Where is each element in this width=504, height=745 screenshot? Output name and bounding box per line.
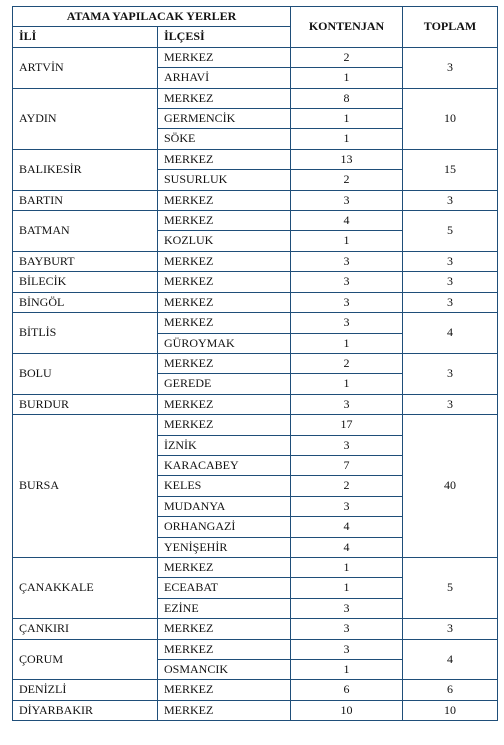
district-cell: MERKEZ	[158, 292, 291, 312]
district-cell: MERKEZ	[158, 700, 291, 720]
total-cell: 15	[403, 149, 498, 190]
total-cell: 3	[403, 272, 498, 292]
province-cell: BURSA	[13, 415, 158, 558]
table-header	[13, 7, 498, 48]
quota-cell: 2	[291, 170, 403, 190]
district-cell: MERKEZ	[158, 88, 291, 108]
quota-cell: 17	[291, 415, 403, 435]
province-cell: BİTLİS	[13, 313, 158, 354]
district-cell: ARHAVİ	[158, 68, 291, 88]
quota-cell: 3	[291, 190, 403, 210]
total-cell: 5	[403, 211, 498, 252]
quota-cell: 2	[291, 47, 403, 67]
table-row	[13, 149, 498, 169]
quota-cell: 1	[291, 660, 403, 680]
table-row	[13, 251, 498, 271]
quota-cell: 4	[291, 537, 403, 557]
district-cell: ORHANGAZİ	[158, 517, 291, 537]
district-cell: KELES	[158, 476, 291, 496]
quota-cell: 3	[291, 292, 403, 312]
district-cell: MERKEZ	[158, 251, 291, 271]
district-cell: KOZLUK	[158, 231, 291, 251]
district-cell: SÖKE	[158, 129, 291, 149]
district-cell: MERKEZ	[158, 47, 291, 67]
quota-cell: 13	[291, 149, 403, 169]
quota-cell: 4	[291, 517, 403, 537]
quota-cell: 6	[291, 680, 403, 700]
district-cell: ECEABAT	[158, 578, 291, 598]
district-cell: OSMANCIK	[158, 660, 291, 680]
total-cell: 3	[403, 619, 498, 639]
header-row-top	[13, 7, 498, 27]
province-cell: BOLU	[13, 353, 158, 394]
district-cell: MERKEZ	[158, 394, 291, 414]
district-cell: MERKEZ	[158, 415, 291, 435]
quota-cell: 3	[291, 598, 403, 618]
table-row	[13, 353, 498, 373]
quota-cell: 1	[291, 333, 403, 353]
quota-cell: 7	[291, 455, 403, 475]
total-cell: 40	[403, 415, 498, 558]
district-cell: MERKEZ	[158, 313, 291, 333]
quota-cell: 3	[291, 394, 403, 414]
quota-cell: 1	[291, 374, 403, 394]
province-cell: ÇANKIRI	[13, 619, 158, 639]
table-row	[13, 680, 498, 700]
total-cell: 3	[403, 47, 498, 88]
table-row	[13, 700, 498, 720]
table-row	[13, 190, 498, 210]
table-row	[13, 272, 498, 292]
district-cell: YENİŞEHİR	[158, 537, 291, 557]
quota-cell: 3	[291, 272, 403, 292]
district-cell: GERMENCİK	[158, 109, 291, 129]
quota-cell: 3	[291, 313, 403, 333]
quota-cell: 3	[291, 496, 403, 516]
district-cell: SUSURLUK	[158, 170, 291, 190]
province-cell: BAYBURT	[13, 251, 158, 271]
total-cell: 3	[403, 190, 498, 210]
total-cell: 4	[403, 313, 498, 354]
district-cell: KARACABEY	[158, 455, 291, 475]
table-row	[13, 415, 498, 435]
total-cell: 5	[403, 557, 498, 618]
province-cell: ÇORUM	[13, 639, 158, 680]
header-ilce: İLÇESİ	[158, 27, 291, 47]
quota-cell: 10	[291, 700, 403, 720]
table-row	[13, 47, 498, 67]
quota-cell: 1	[291, 578, 403, 598]
province-cell: ARTVİN	[13, 47, 158, 88]
table-row	[13, 313, 498, 333]
total-cell: 3	[403, 251, 498, 271]
table-row	[13, 88, 498, 108]
header-toplam: TOPLAM	[403, 7, 498, 48]
total-cell: 10	[403, 700, 498, 720]
table-row	[13, 619, 498, 639]
total-cell: 3	[403, 292, 498, 312]
quota-cell: 2	[291, 476, 403, 496]
quota-cell: 1	[291, 109, 403, 129]
table-row	[13, 639, 498, 659]
quota-cell: 1	[291, 231, 403, 251]
table-row	[13, 292, 498, 312]
province-cell: ÇANAKKALE	[13, 557, 158, 618]
total-cell: 3	[403, 353, 498, 394]
assignment-table	[12, 6, 498, 721]
quota-cell: 3	[291, 619, 403, 639]
district-cell: MERKEZ	[158, 211, 291, 231]
district-cell: MERKEZ	[158, 353, 291, 373]
table-row	[13, 211, 498, 231]
total-cell: 10	[403, 88, 498, 149]
province-cell: BATMAN	[13, 211, 158, 252]
table-row	[13, 394, 498, 414]
province-cell: BİLECİK	[13, 272, 158, 292]
province-cell: DENİZLİ	[13, 680, 158, 700]
total-cell: 3	[403, 394, 498, 414]
district-cell: MUDANYA	[158, 496, 291, 516]
province-cell: AYDIN	[13, 88, 158, 149]
table-body	[13, 47, 498, 720]
total-cell: 6	[403, 680, 498, 700]
header-kontenjan: KONTENJAN	[291, 7, 403, 48]
province-cell: BALIKESİR	[13, 149, 158, 190]
district-cell: GÜROYMAK	[158, 333, 291, 353]
district-cell: MERKEZ	[158, 680, 291, 700]
province-cell: BİNGÖL	[13, 292, 158, 312]
district-cell: EZİNE	[158, 598, 291, 618]
district-cell: MERKEZ	[158, 619, 291, 639]
province-cell: BARTIN	[13, 190, 158, 210]
district-cell: MERKEZ	[158, 190, 291, 210]
province-cell: BURDUR	[13, 394, 158, 414]
quota-cell: 1	[291, 557, 403, 577]
quota-cell: 1	[291, 68, 403, 88]
quota-cell: 3	[291, 639, 403, 659]
header-group-title: ATAMA YAPILACAK YERLER	[13, 7, 291, 27]
quota-cell: 3	[291, 251, 403, 271]
province-cell: DİYARBAKIR	[13, 700, 158, 720]
quota-cell: 2	[291, 353, 403, 373]
quota-cell: 3	[291, 435, 403, 455]
quota-cell: 4	[291, 211, 403, 231]
district-cell: MERKEZ	[158, 557, 291, 577]
header-il: İLİ	[13, 27, 158, 47]
district-cell: İZNİK	[158, 435, 291, 455]
quota-cell: 1	[291, 129, 403, 149]
district-cell: MERKEZ	[158, 272, 291, 292]
total-cell: 4	[403, 639, 498, 680]
quota-cell: 8	[291, 88, 403, 108]
table-row	[13, 557, 498, 577]
district-cell: MERKEZ	[158, 639, 291, 659]
district-cell: GEREDE	[158, 374, 291, 394]
district-cell: MERKEZ	[158, 149, 291, 169]
